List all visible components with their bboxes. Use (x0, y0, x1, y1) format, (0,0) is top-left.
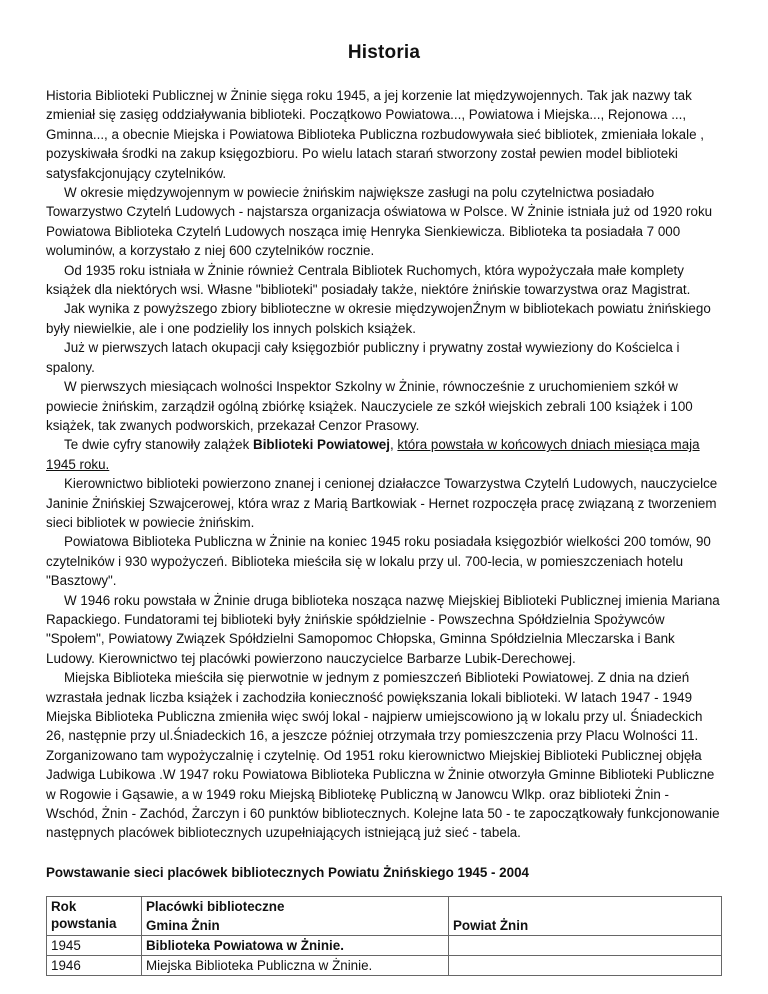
cell-gmina: Miejska Biblioteka Publiczna w Żninie. (142, 955, 449, 975)
column-subheader-powiat: Powiat Żnin (449, 916, 722, 936)
paragraph: Od 1935 roku istniała w Żninie również Centrala Bibliotek Ruchomych, która wypożyczała małe komplety książek dla niektórych wsi. Własne "biblioteki" posiadały także, niektóre żnińskie towarzystwa oraz Magistrat. (46, 262, 691, 298)
paragraph: Miejska Biblioteka mieściła się pierwotnie w jednym z pomieszczeń Biblioteki Powiatowej. Z dnia na dzień wzrastała jednak liczba książek i zachodziła konieczność powiększania lokali biblioteki. W latach 1947 - 1949 Miejska Biblioteka Publiczna zmieniła więc swój lokal - najpierw umiejscowiono ją w lokalu przy ul. Śniadeckich 26, następnie przy ul.Śniadeckich 16, a jeszcze później otrzymała trzy pomieszczenia przy Placu Wolności 11. Zorganizowano tam wypożyczalnię i czytelnię. Od 1951 roku kierownictwo Miejskiej Biblioteki Publicznej objęła Jadwiga Lubikowa .W 1947 roku Powiatowa Biblioteka Publiczna w Żninie otworzyła Gminne Biblioteki Publiczne w Rogowie i Gąsawie, a w 1949 roku Miejską Bibliotekę Publiczną w Janowcu Wlkp. oraz biblioteki Żnin - Wschód, Żnin - Zachód, Żarczyn i 60 punktów bibliotecznych. Kolejne lata 50 - te zapoczątkowały funkcjonowanie następnych placówek bibliotecznych uzupełniających istniejącą już sieć - tabela. (46, 670, 720, 841)
bold-text: Biblioteki Powiatowej (253, 437, 390, 453)
paragraph: Już w pierwszych latach okupacji cały księgozbiór publiczny i prywatny został wywieziony do Kościelca i spalony. (46, 340, 680, 375)
article-body (46, 86, 722, 843)
cell-powiat (449, 935, 722, 955)
paragraph-text: , (389, 437, 398, 453)
column-subheader-gmina: Gmina Żnin (142, 916, 449, 936)
table-row (47, 955, 722, 975)
table-header-row (47, 896, 722, 916)
paragraph: Powiatowa Biblioteka Publiczna w Żninie na koniec 1945 roku posiadała księgozbiór wielkości 200 tomów, 90 czytelników i 930 wypożyczeń. Biblioteka mieściła się w lokalu przy ul. 700-lecia, w pomieszczeniach hotelu "Basztowy". (46, 534, 711, 589)
cell-year: 1945 (47, 935, 142, 955)
paragraph: W 1946 roku powstała w Żninie druga biblioteka nosząca nazwę Miejskiej Biblioteki Publicznej imienia Mariana Rapackiego. Fundatorami tej biblioteki były żnińskie spółdzielnie - Powszechna Spółdzielnia Spożywców "Społem", Powiatowy Związek Spółdzielni Samopomoc Chłopska, Gminna Spółdzielnia Mleczarska i Bank Ludowy. Kierownictwo tej placówki powierzono nauczycielce Barbarze Lubik-Derechowej. (46, 592, 720, 666)
paragraph-mixed (46, 435, 722, 474)
page-title: Historia (347, 42, 421, 63)
cell-year: 1946 (47, 955, 142, 975)
column-header-empty (449, 896, 722, 916)
paragraph: W okresie międzywojennym w powiecie żnińskim największe zasługi na polu czytelnictwa posiadało Towarzystwo Czytelń Ludowych - najstarsza organizacja oświatowa w Polsce. W Żninie istniała już od 1920 roku Powiatowa Biblioteka Czytelń Ludowych nosząca imię Henryka Sienkiewicza. Biblioteka ta posiadała 7 000 woluminów, a korzystało z niej 600 czytelników rocznie. (46, 185, 713, 259)
paragraph-text: Te dwie cyfry stanowiły zalążek (64, 437, 254, 453)
paragraph: Kierownictwo biblioteki powierzono znanej i cenionej działaczce Towarzystwa Czytelń Ludowych, nauczycielce Janinie Żnińskiej Szwajcerowej, która wraz z Marią Bartkowiak - Hernet rozpoczęła pracę związaną z tworzeniem sieci bibliotek w powiecie żnińskim. (46, 476, 718, 530)
section-title: Powstawanie sieci placówek bibliotecznych Powiatu Żnińskiego 1945 - 2004 (46, 864, 529, 880)
table-subheader-row (47, 916, 722, 936)
underlined-text: która powstała w końcowych dniach miesiąca maja 1945 roku. (46, 437, 700, 472)
column-header-libraries: Placówki biblioteczne (142, 896, 449, 916)
paragraph-intro: Historia Biblioteki Publicznej w Żninie sięga roku 1945, a jej korzenie lat międzywojennych. Tak jak nazwy tak zmieniał się zasięg oddziaływania biblioteki. Początkowo Powiatowa..., Powiatowa i Miejska..., Rejonowa ..., Gminna..., a obecnie Miejska i Powiatowa Biblioteka Publiczna rozbudowywała sieć bibliotek, zmieniała lokale , pozyskiwała środki na zakup księgozbioru. Po wielu latach starań stworzony został pewien model biblioteki satysfakcjonujący czytelników. (46, 88, 704, 181)
cell-gmina: Biblioteka Powiatowa w Żninie. (142, 935, 449, 955)
column-header-year: Rok powstania (47, 896, 142, 935)
paragraph: W pierwszych miesiącach wolności Inspektor Szkolny w Żninie, równocześnie z uruchomieniem szkół w powiecie żnińskim, zarządził ogólną zbiórkę książek. Nauczyciele ze szkół wiejskich zebrali 100 książek i 100 książek, tak zwanych podworskich, przekazał Cenzor Prasowy. (46, 379, 693, 433)
paragraph: Jak wynika z powyższego zbiory biblioteczne w okresie międzywojenŹnym w bibliotekach powiatu żnińskiego były niewielkie, ale i one podzieliły los innych polskich książek. (46, 301, 711, 336)
library-network-table (46, 896, 722, 976)
cell-powiat (449, 955, 722, 975)
table-row (47, 935, 722, 955)
